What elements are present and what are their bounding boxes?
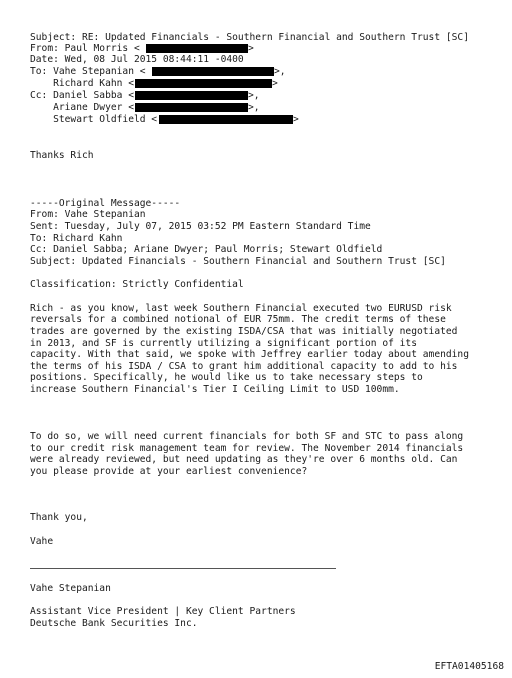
original-cc: Cc: Daniel Sabba; Ariane Dwyer; Paul Morris; Stewart Oldfield [30, 244, 383, 255]
signature-title: Assistant Vice President | Key Client Partners [30, 606, 296, 617]
to-line-1-tail: >, [274, 66, 286, 77]
cc-line-2: Ariane Dwyer < [30, 102, 134, 113]
original-from: From: Vahe Stepanian [30, 209, 146, 220]
signature-name: Vahe Stepanian [30, 583, 111, 594]
reply-text: Thanks Rich [30, 150, 94, 161]
body-line: in 2013, and SF is currently utilizing a significant portion of its [30, 338, 417, 349]
body-line: trades are governed by the existing ISDA/CSA that was initially negotiated [30, 326, 458, 337]
signature-divider [30, 568, 336, 569]
original-subject: Subject: Updated Financials - Southern Financial and Southern Trust [SC] [30, 256, 446, 267]
original-message-marker: -----Original Message----- [30, 198, 181, 209]
body-line: To do so, we will need current financials for both SF and STC to pass along [30, 431, 464, 442]
from-line-tail: > [248, 43, 254, 54]
body-line: positions. Specifically, he would like us to take necessary steps to [30, 372, 423, 383]
body-line: increase Southern Financial's Tier I Ceiling Limit to USD 100mm. [30, 384, 400, 395]
original-sent: Sent: Tuesday, July 07, 2015 03:52 PM Eastern Standard Time [30, 221, 371, 232]
cc-line-3-tail: > [293, 114, 299, 125]
body-line: the terms of his ISDA / CSA to grant him additional capacity to add to his [30, 361, 458, 372]
signature-company: Deutsche Bank Securities Inc. [30, 618, 198, 629]
original-to: To: Richard Kahn [30, 233, 123, 244]
to-line-1: To: Vahe Stepanian < [30, 66, 146, 77]
body-line: to our credit risk management team for review. The November 2014 financials [30, 443, 464, 454]
date-line: Date: Wed, 08 Jul 2015 08:44:11 -0400 [30, 54, 244, 65]
body-line: were already reviewed, but need updating as they're over 6 months old. Can [30, 454, 458, 465]
redaction-bar [159, 115, 293, 124]
cc-line-2-tail: >, [248, 102, 260, 113]
closing: Thank you, [30, 512, 88, 523]
redaction-bar [146, 44, 248, 53]
redaction-bar [135, 91, 248, 100]
document-id: EFTA01405168 [434, 661, 504, 672]
from-line: From: Paul Morris < [30, 43, 140, 54]
subject-line: Subject: RE: Updated Financials - Southern Financial and Southern Trust [SC] [30, 32, 469, 43]
body-line: reversals for a combined notional of EUR 75mm. The credit terms of these [30, 314, 446, 325]
body-line: Rich - as you know, last week Southern Financial executed two EURUSD risk [30, 303, 452, 314]
redaction-bar [152, 67, 274, 76]
cc-line-1: Cc: Daniel Sabba < [30, 90, 134, 101]
cc-line-1-tail: >, [248, 90, 260, 101]
to-line-2: Richard Kahn < [30, 78, 134, 89]
redaction-bar [135, 103, 248, 112]
redaction-bar [135, 79, 272, 88]
classification: Classification: Strictly Confidential [30, 279, 244, 290]
cc-line-3: Stewart Oldfield < [30, 114, 158, 125]
body-line: capacity. With that said, we spoke with Jeffrey earlier today about amending [30, 349, 469, 360]
signoff: Vahe [30, 536, 54, 547]
body-line: you please provide at your earliest convenience? [30, 466, 308, 477]
to-line-2-tail: > [272, 78, 278, 89]
